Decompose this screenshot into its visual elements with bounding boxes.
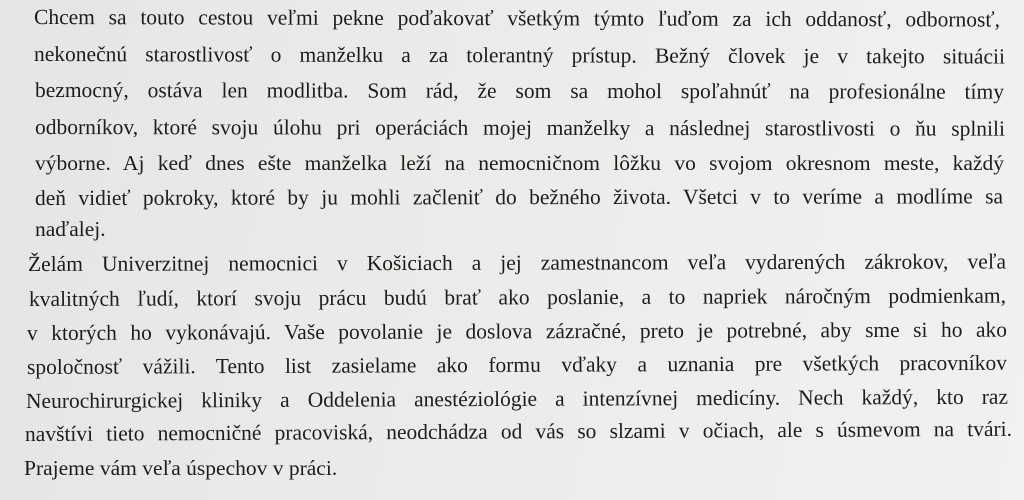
text-line: výborne. Aj keď dnes ešte manželka leží na nemocničnom lôžku vo svojom okresnom meste, každý [35, 151, 1004, 175]
text-line: navštívi tieto nemocničné pracoviská, neodchádza od vás so slzami v očiach, ale s úsmevom na tvári. [24, 416, 1013, 446]
text-line: bezmocný, ostáva len modlitba. Som rád, že som sa mohol spoľahnúť na profesionálne tímy [34, 78, 1005, 104]
text-line: Želám Univerzitnej nemocnici v Košiciach a jej zamestnancom veľa vydarených zákrokov, veľa [27, 249, 1007, 276]
text-line: spoločnosť vážili. Tento list zasielame ako formu vďaky a uznania pre všetkých pracovníkov [26, 350, 1008, 379]
text-line: Chcem sa touto cestou veľmi pekne poďakovať všetkým týmto ľuďom za ich oddanosť, odbornosť, [33, 5, 1001, 32]
text-line: naďalej. [35, 217, 106, 241]
text-line: deň vidieť pokroky, ktoré by ju mohli začleniť do bežného života. Všetci v to veríme a modlíme sa [34, 184, 1004, 210]
text-line: Prajeme vám veľa úspechov v práci. [24, 456, 338, 480]
text-line: odborníkov, ktoré svoju úlohu pri operáciách mojej manželky a následnej starostlivosti o ňu splnili [34, 115, 1006, 141]
text-line: v ktorých ho vykonávajú. Vaše povolanie je doslova zázračné, preto je potrebné, aby sme si ho ako [26, 317, 1008, 345]
text-line: kvalitných ľudí, ktorí svoju prácu budú brať ako poslanie, a to napriek náročným podmienkam, [28, 283, 1007, 311]
text-line: Neurochirurgickej kliniky a Oddelenia anestéziológie a intenzívnej medicíny. Nech každý, kto raz [25, 384, 1009, 413]
text-line: nekonečnú starostlivosť o manželku a za tolerantný prístup. Bežný človek je v takejto situácii [33, 42, 1006, 69]
